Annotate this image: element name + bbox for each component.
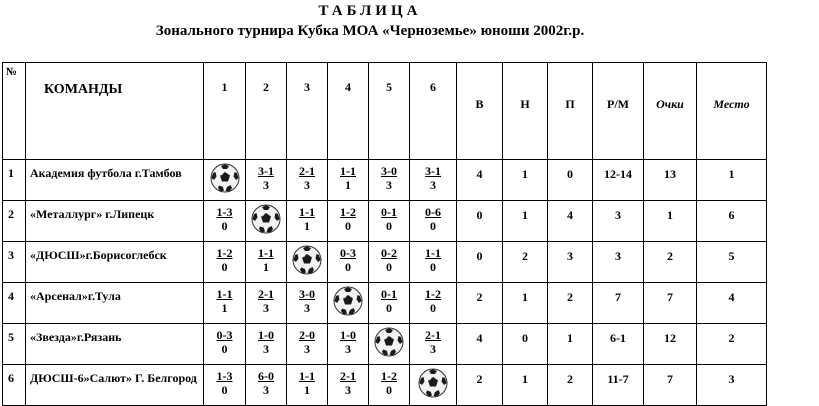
header-teams: КОМАНДЫ: [26, 63, 204, 160]
match-points: 0: [386, 260, 392, 274]
place-value: 1: [697, 160, 767, 201]
match-score: 1-2: [340, 205, 356, 219]
match-result-cell: [328, 324, 369, 365]
match-result-cell: [246, 160, 287, 201]
goals-value: 11-7: [593, 365, 644, 406]
match-result-cell: [246, 242, 287, 283]
match-points: 3: [304, 301, 310, 315]
self-match-cell: [369, 324, 410, 365]
match-points: 1: [304, 383, 310, 397]
match-result-cell: [204, 324, 246, 365]
table-row: [3, 201, 767, 242]
soccer-ball-icon: [210, 163, 240, 193]
team-name: «Металлург» г.Липецк: [26, 201, 204, 242]
header-losses: П: [548, 63, 593, 160]
header-col-4: 4: [328, 63, 369, 160]
self-match-cell: [287, 242, 328, 283]
points-value: 7: [644, 365, 697, 406]
points-value: 2: [644, 242, 697, 283]
row-number: 3: [3, 242, 26, 283]
match-score: 1-3: [216, 369, 233, 383]
match-points: 3: [263, 383, 269, 397]
match-result-cell: [369, 365, 410, 406]
match-score: 3-1: [258, 164, 274, 178]
header-number: №: [3, 63, 26, 160]
match-result-cell: [369, 283, 410, 324]
header-goals: Р/М: [593, 63, 644, 160]
match-score: 1-1: [258, 246, 274, 260]
losses-value: 2: [548, 365, 593, 406]
match-score: 2-1: [299, 164, 315, 178]
points-value: 1: [644, 201, 697, 242]
page-subtitle: Зонального турнира Кубка МОА «Черноземье» юноши 2002г.р.: [155, 23, 585, 39]
draws-value: 1: [503, 283, 548, 324]
header-col-2: 2: [246, 63, 287, 160]
match-score: 3-0: [299, 287, 315, 301]
match-result-cell: [204, 283, 246, 324]
match-result-cell: [287, 324, 328, 365]
match-points: 0: [386, 383, 392, 397]
match-points: 1: [221, 301, 228, 315]
match-points: 3: [304, 342, 310, 356]
match-points: 0: [430, 301, 436, 315]
match-result-cell: [287, 160, 328, 201]
losses-value: 3: [548, 242, 593, 283]
team-name: «ДЮСШ»г.Борисоглебск: [26, 242, 204, 283]
match-score: 1-1: [299, 205, 315, 219]
match-score: 0-6: [425, 205, 441, 219]
match-score: 3-0: [381, 164, 397, 178]
wins-value: 2: [457, 365, 503, 406]
draws-value: 0: [503, 324, 548, 365]
match-points: 3: [263, 301, 269, 315]
match-points: 0: [386, 301, 392, 315]
match-points: 3: [345, 342, 351, 356]
wins-value: 4: [457, 160, 503, 201]
losses-value: 1: [548, 324, 593, 365]
match-score: 2-0: [299, 328, 315, 342]
place-value: 4: [697, 283, 767, 324]
losses-value: 0: [548, 160, 593, 201]
match-points: 3: [386, 178, 392, 192]
match-points: 0: [345, 219, 351, 233]
match-points: 1: [304, 219, 310, 233]
row-number: 5: [3, 324, 26, 365]
goals-value: 3: [593, 201, 644, 242]
header-col-1: 1: [204, 63, 246, 160]
goals-value: 12-14: [593, 160, 644, 201]
match-result-cell: [246, 365, 287, 406]
match-points: 0: [345, 260, 351, 274]
match-result-cell: [410, 160, 457, 201]
match-result-cell: [204, 201, 246, 242]
match-score: 2-1: [425, 328, 441, 342]
table-row: [3, 160, 767, 201]
match-points: 0: [221, 219, 228, 233]
match-score: 1-2: [216, 246, 233, 260]
points-value: 13: [644, 160, 697, 201]
match-result-cell: [410, 201, 457, 242]
match-points: 0: [430, 219, 436, 233]
goals-value: 3: [593, 242, 644, 283]
team-name: «Арсенал»г.Тула: [26, 283, 204, 324]
header-col-3: 3: [287, 63, 328, 160]
draws-value: 1: [503, 160, 548, 201]
match-result-cell: [328, 365, 369, 406]
row-number: 1: [3, 160, 26, 201]
table-row: [3, 365, 767, 406]
header-draws: Н: [503, 63, 548, 160]
team-name: ДЮСШ-6»Салют» Г. Белгород: [26, 365, 204, 406]
goals-value: 7: [593, 283, 644, 324]
team-name: «Звезда»г.Рязань: [26, 324, 204, 365]
match-result-cell: [410, 242, 457, 283]
match-score: 1-1: [425, 246, 441, 260]
losses-value: 2: [548, 283, 593, 324]
losses-value: 4: [548, 201, 593, 242]
wins-value: 0: [457, 201, 503, 242]
match-score: 0-1: [381, 287, 397, 301]
match-result-cell: [246, 324, 287, 365]
match-result-cell: [328, 242, 369, 283]
points-value: 7: [644, 283, 697, 324]
match-points: 1: [263, 260, 269, 274]
match-result-cell: [287, 201, 328, 242]
place-value: 3: [697, 365, 767, 406]
match-points: 0: [221, 260, 228, 274]
match-score: 1-0: [340, 328, 356, 342]
soccer-ball-icon: [292, 245, 322, 275]
goals-value: 6-1: [593, 324, 644, 365]
match-score: 1-2: [381, 369, 397, 383]
header-col-5: 5: [369, 63, 410, 160]
table-row: [3, 283, 767, 324]
match-points: 3: [263, 342, 269, 356]
match-points: 3: [345, 383, 351, 397]
wins-value: 2: [457, 283, 503, 324]
soccer-ball-icon: [418, 368, 448, 398]
match-result-cell: [369, 242, 410, 283]
header-row: [3, 63, 767, 160]
soccer-ball-icon: [251, 204, 281, 234]
match-points: 3: [430, 178, 436, 192]
match-result-cell: [410, 283, 457, 324]
wins-value: 0: [457, 242, 503, 283]
draws-value: 1: [503, 365, 548, 406]
header-col-6: 6: [410, 63, 457, 160]
place-value: 5: [697, 242, 767, 283]
team-name: Академия футбола г.Тамбов: [26, 160, 204, 201]
match-points: 0: [221, 342, 228, 356]
table-row: [3, 242, 767, 283]
match-score: 0-3: [340, 246, 356, 260]
place-value: 6: [697, 201, 767, 242]
header-points: Очки: [644, 63, 697, 160]
row-number: 6: [3, 365, 26, 406]
self-match-cell: [328, 283, 369, 324]
match-score: 2-1: [258, 287, 274, 301]
match-score: 0-1: [381, 205, 397, 219]
match-score: 1-2: [425, 287, 441, 301]
match-result-cell: [204, 242, 246, 283]
match-result-cell: [246, 283, 287, 324]
match-result-cell: [328, 160, 369, 201]
match-score: 1-1: [299, 369, 315, 383]
page-title: ТАБЛИЦА: [318, 3, 422, 19]
match-result-cell: [369, 160, 410, 201]
match-result-cell: [204, 365, 246, 406]
match-result-cell: [287, 283, 328, 324]
match-result-cell: [410, 324, 457, 365]
match-score: 1-3: [216, 205, 233, 219]
match-points: 1: [345, 178, 351, 192]
table-row: [3, 324, 767, 365]
match-score: 6-0: [258, 369, 274, 383]
match-result-cell: [287, 365, 328, 406]
match-score: 0-2: [381, 246, 397, 260]
points-value: 12: [644, 324, 697, 365]
draws-value: 1: [503, 201, 548, 242]
match-result-cell: [328, 201, 369, 242]
row-number: 2: [3, 201, 26, 242]
match-points: 3: [263, 178, 269, 192]
row-number: 4: [3, 283, 26, 324]
match-score: 1-1: [340, 164, 356, 178]
wins-value: 4: [457, 324, 503, 365]
match-points: 0: [430, 260, 436, 274]
header-place: Место: [697, 63, 767, 160]
match-points: 3: [304, 178, 310, 192]
self-match-cell: [410, 365, 457, 406]
match-score: 3-1: [425, 164, 441, 178]
match-score: 0-3: [216, 328, 233, 342]
match-points: 0: [386, 219, 392, 233]
match-points: 3: [430, 342, 436, 356]
match-score: 1-1: [216, 287, 233, 301]
standings-table: [2, 62, 767, 406]
self-match-cell: [204, 160, 246, 201]
soccer-ball-icon: [374, 327, 404, 357]
soccer-ball-icon: [333, 286, 363, 316]
draws-value: 2: [503, 242, 548, 283]
match-result-cell: [369, 201, 410, 242]
match-score: 1-0: [258, 328, 274, 342]
match-score: 2-1: [340, 369, 356, 383]
header-wins: В: [457, 63, 503, 160]
place-value: 2: [697, 324, 767, 365]
match-points: 0: [221, 383, 228, 397]
self-match-cell: [246, 201, 287, 242]
